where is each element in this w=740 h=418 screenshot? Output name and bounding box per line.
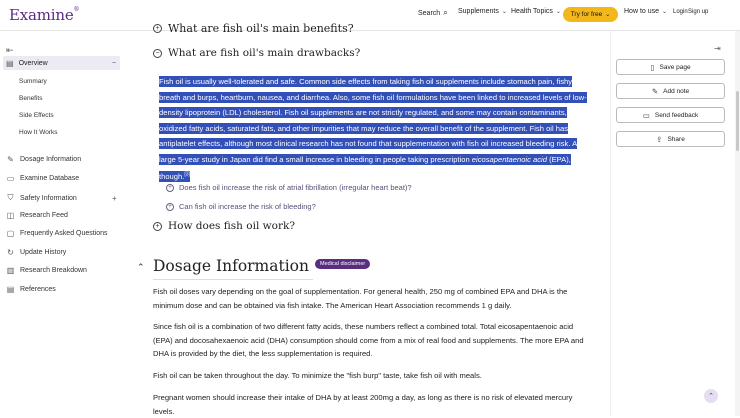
page-scrollbar[interactable]	[735, 31, 740, 416]
right-sidebar	[610, 31, 740, 416]
send-feedback-button[interactable]	[616, 107, 725, 123]
expand-icon: +	[166, 203, 174, 211]
sidebar-item-label: Research Feed	[20, 212, 68, 219]
signup-link[interactable]	[688, 9, 708, 15]
faq-benefits-toggle[interactable]	[153, 22, 354, 35]
drawbacks-text-end: (EPA), though.	[159, 154, 571, 182]
expand-icon: +	[166, 184, 174, 192]
login-label: Login	[673, 9, 688, 15]
try-for-free-button[interactable]	[563, 7, 618, 22]
feedback-label: Send feedback	[654, 111, 699, 119]
supplements-label: Supplements	[458, 8, 499, 15]
database-icon: ▭	[6, 174, 15, 183]
search-label: Search	[418, 9, 441, 17]
chevron-down-icon: ⌄	[605, 12, 611, 18]
faq-icon: ▢	[6, 229, 15, 238]
safety-icon: ⛉	[7, 193, 14, 202]
add-note-button[interactable]	[616, 83, 725, 99]
chevron-down-icon: ⌄	[555, 9, 561, 15]
save-label: Save page	[659, 63, 691, 71]
dosage-paragraph: Fish oil can be taken throughout the day. To minimize the "fish burp" taste, take fish oil with meals.	[153, 371, 482, 380]
chevron-down-icon: ⌄	[662, 9, 668, 15]
sidebar-item-dosage[interactable]	[6, 155, 81, 164]
sidebar-subitem-summary[interactable]: Summary	[19, 78, 47, 85]
faq-drawbacks-label: What are fish oil's main drawbacks?	[168, 47, 361, 59]
sub-faq-bleeding[interactable]	[166, 202, 316, 211]
faq-benefits-label: What are fish oil's main benefits?	[168, 22, 354, 35]
drawbacks-text: Fish oil is usually well-tolerated and safe. Common side effects from taking fish oil supplements include stomach pain, fishy breath and burps, heartburn, nausea, and diarrhea. Also, some fish oil formulations have been linked to increased levels of low-density lipoprotein (LDL) cholesterol. Fish oil supplements are not strictly regulated, and some may contain contaminants, oxidized fatty acids, saturated fats, and other impurities that may reduce the overall benefit of the supplement. Fish oil has antiplatelet effects, although most clinical research has not found that supplementation with fish oil increased bleeding risk. A large 5-year study in Japan did find a small increase in bleeding in people taking prescription	[159, 77, 587, 164]
sidebar-item-label: Examine Database	[20, 175, 80, 182]
share-label: Share	[667, 135, 685, 143]
signup-label: Sign up	[688, 9, 709, 15]
sidebar-item-label: Research Breakdown	[20, 267, 87, 274]
feed-icon: ◫	[6, 211, 15, 220]
login-link[interactable]	[673, 9, 688, 15]
sidebar-subitem-how-it-works[interactable]: How It Works	[19, 129, 58, 136]
section-divider	[153, 279, 313, 280]
collapse-icon: −	[111, 59, 116, 67]
bookmark-icon: ▯	[650, 62, 655, 72]
main-content	[127, 22, 610, 416]
sidebar-item-label: Frequently Asked Questions	[20, 230, 108, 237]
how-to-use-label: How to use	[624, 8, 660, 15]
drawbacks-answer	[159, 74, 589, 185]
save-page-button[interactable]	[616, 59, 725, 75]
sidebar-item-faq[interactable]	[6, 229, 108, 238]
sidebar-item-update-history[interactable]	[6, 248, 66, 257]
sub-faq-atrial-fibrillation[interactable]	[166, 183, 412, 192]
share-button[interactable]	[616, 131, 725, 147]
how-to-use-menu[interactable]	[624, 8, 667, 15]
scroll-to-top-button[interactable]	[704, 389, 718, 403]
breakdown-icon: ▥	[6, 266, 15, 275]
dosage-paragraph: Since fish oil is a combination of two different fatty acids, these numbers reflect a combined total. Total eicosapentaenoic acid (EPA) and docosahexaenoic acid (DHA) consumption should come from a mix of real food and supplements. The more EPA and DHA is provided by the diet, the less supplementation is required.	[153, 322, 584, 359]
sidebar-item-database[interactable]	[6, 174, 79, 183]
sidebar-item-label: Dosage Information	[20, 156, 82, 163]
section-title-text: Dosage Information	[153, 257, 309, 275]
drawbacks-emphasis: eicosapentaenoic acid	[471, 154, 547, 164]
medical-disclaimer-badge[interactable]: Medical disclaimer	[315, 259, 370, 269]
feedback-icon: ▭	[642, 110, 650, 120]
sidebar-subitem-side-effects[interactable]: Side Effects	[19, 112, 54, 119]
top-navigation-bar	[0, 0, 740, 31]
collapse-sidebar-icon[interactable]: ⇤	[6, 45, 14, 55]
health-topics-menu[interactable]	[511, 8, 561, 15]
search-button[interactable]	[418, 8, 448, 18]
section-collapse-icon[interactable]: ⌃	[137, 262, 145, 272]
note-icon: ✎	[651, 86, 659, 96]
references-icon: ▤	[6, 285, 15, 294]
sidebar-subitem-benefits[interactable]: Benefits	[19, 95, 43, 102]
collapse-right-sidebar-icon[interactable]: ⇥	[714, 44, 721, 53]
faq-how-it-works-toggle[interactable]	[153, 220, 295, 232]
sub-faq-label: Can fish oil increase the risk of bleeding?	[179, 202, 316, 211]
search-icon: ⌕	[443, 8, 448, 17]
chevron-up-icon: ⌃	[708, 393, 714, 400]
faq-how-it-works-label: How does fish oil work?	[168, 220, 295, 232]
collapse-icon: −	[153, 49, 162, 58]
faq-drawbacks-toggle[interactable]	[153, 47, 360, 59]
share-icon: ⇪	[656, 134, 663, 144]
try-label: Try for free	[570, 11, 603, 18]
sidebar-item-overview[interactable]	[3, 56, 120, 70]
dosage-paragraph: Pregnant women should increase their intake of DHA by at least 200mg a day, as long as there is no risk of elevated mercury levels.	[153, 393, 573, 416]
note-label: Add note	[663, 87, 690, 95]
sidebar-item-references[interactable]	[6, 285, 56, 294]
supplements-menu[interactable]	[458, 8, 507, 15]
sidebar-item-research-breakdown[interactable]	[6, 266, 87, 275]
expand-icon: +	[153, 24, 162, 33]
reference-link[interactable]: [3]	[184, 171, 190, 178]
dosage-section-title	[153, 257, 370, 275]
overview-icon: ▤	[6, 58, 14, 68]
sidebar-item-label: Update History	[20, 249, 67, 256]
dosage-icon: ✎	[7, 155, 14, 164]
chevron-down-icon: ⌄	[501, 9, 507, 15]
sidebar-item-label: References	[20, 286, 56, 293]
expand-icon: +	[153, 222, 162, 231]
expand-icon: +	[112, 193, 117, 203]
history-icon: ↻	[7, 248, 14, 257]
sub-faq-label: Does fish oil increase the risk of atrial fibrillation (irregular heart beat)?	[179, 183, 412, 192]
left-sidebar	[0, 31, 127, 416]
dosage-paragraph: Fish oil doses vary depending on the goal of supplementation. For general health, 250 mg of combined EPA and DHA is the minimum dose and can be obtained via fish intake. The American Heart Association recommends 1 g daily.	[153, 287, 568, 310]
sidebar-item-safety[interactable]	[6, 193, 127, 203]
scrollbar-thumb[interactable]	[736, 91, 739, 151]
sidebar-item-label: Safety Information	[20, 194, 77, 202]
sidebar-item-research-feed[interactable]	[6, 211, 68, 220]
sidebar-item-label: Overview	[18, 59, 48, 67]
health-topics-label: Health Topics	[511, 8, 553, 15]
examine-logo[interactable]: Examine®	[9, 6, 80, 24]
